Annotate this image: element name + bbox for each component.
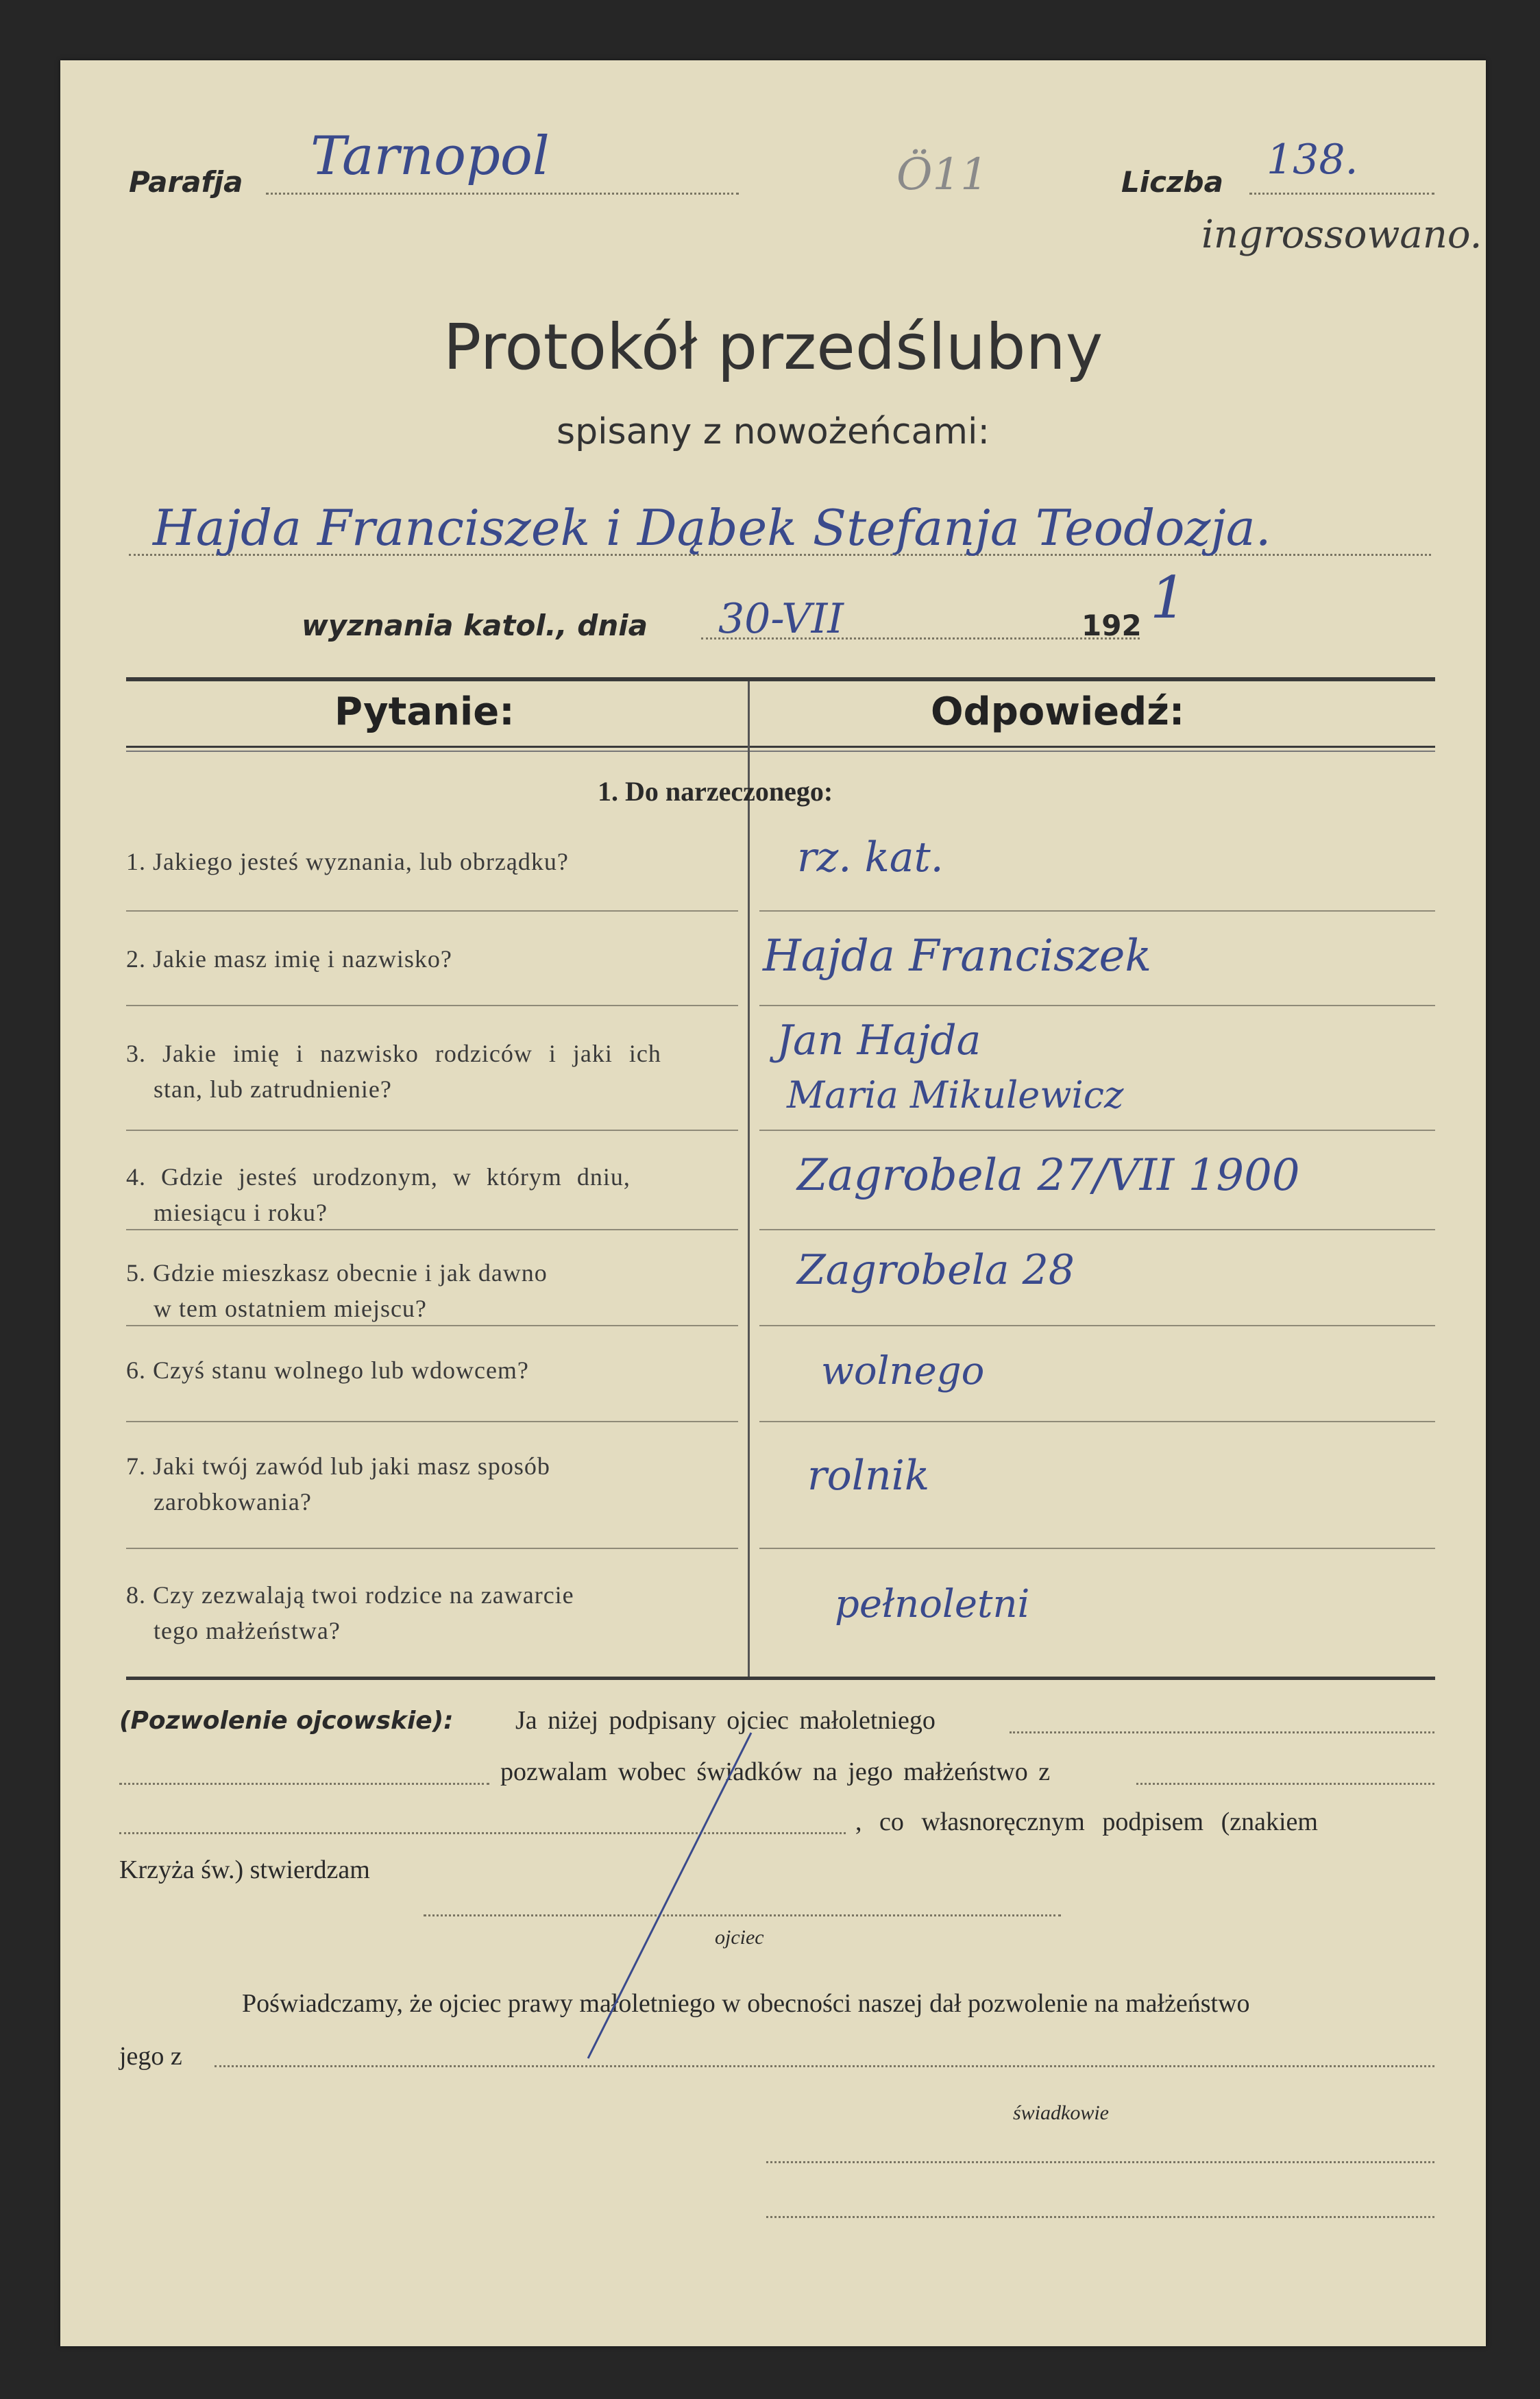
witnesses-caption: świadkowie [1013,2102,1109,2124]
father-caption: ojciec [715,1926,764,1949]
year-suffix: 1 [1150,564,1187,631]
strike-through-line [60,60,1486,2346]
handwritten-note: ingrossowano. [1201,212,1482,257]
document-page [60,60,1486,2346]
number-value: 138. [1267,136,1358,184]
section-heading: 1. Do narzeczonego: [598,776,833,807]
permission-line-6: jego z [119,2042,182,2071]
answer-5: Zagrobela 28 [797,1246,1075,1294]
question-5: 5. Gdzie mieszkasz obecnie i jak dawno [126,1259,548,1287]
document-subtitle: spisany z nowożeńcami: [556,411,990,452]
question-8-cont: tego małżeństwa? [154,1617,341,1644]
question-7-cont: zarobkowania? [154,1488,312,1515]
question-5-cont: w tem ostatniem miejscu? [154,1295,427,1322]
answer-8: pełnoletni [835,1582,1030,1627]
number-label: Liczba [1121,165,1223,199]
parish-label: Parafja [129,165,243,199]
col-question-header: Pytanie: [334,690,515,734]
col-answer-header: Odpowiedź: [931,690,1185,734]
question-4-cont: miesiącu i roku? [154,1199,328,1226]
answer-1: rz. kat. [797,833,944,881]
document-title: Protokół przedślubny [443,310,1103,384]
question-6: 6. Czyś stanu wolnego lub wdowcem? [126,1356,529,1384]
answer-6: wolnego [821,1349,985,1393]
question-7: 7. Jaki twój zawód lub jaki masz sposób [126,1452,550,1480]
top-mark: Ö11 [896,149,988,200]
answer-3-father: Jan Hajda [777,1016,981,1064]
permission-line-1: Ja niżej podpisany ojciec małoletniego [515,1706,936,1735]
couple-names: Hajda Franciszek i Dąbek Stefanja Teodozja. [153,499,1271,557]
question-2: 2. Jakie masz imię i nazwisko? [126,945,452,973]
faith-label: wyznania katol., dnia [302,609,648,642]
question-3-cont: stan, lub zatrudnienie? [154,1075,392,1103]
year-prefix: 192 [1081,609,1142,642]
question-4: 4. Gdzie jesteś urodzonym, w którym dniu, [126,1163,631,1191]
answer-7: rolnik [807,1452,930,1500]
date-value: 30-VII [718,595,844,643]
question-1: 1. Jakiego jesteś wyznania, lub obrządku? [126,848,569,875]
parish-value: Tarnopol [310,125,550,187]
permission-label: (Pozwolenie ojcowskie): [119,1707,454,1735]
permission-line-5: Poświadczamy, że ojciec prawy małoletniego w obecności naszej dał pozwolenie na małżeństwo [242,1989,1250,2018]
permission-line-3: , co własnoręcznym podpisem (znakiem [855,1807,1318,1836]
question-3: 3. Jakie imię i nazwisko rodziców i jaki ich [126,1040,661,1067]
answer-2: Hajda Franciszek [763,931,1152,982]
permission-line-2: pozwalam wobec świadków na jego małżeństwo z [500,1757,1051,1786]
answer-4: Zagrobela 27/VII 1900 [797,1150,1300,1201]
permission-line-4: Krzyża św.) stwierdzam [119,1855,370,1884]
question-8: 8. Czy zezwalają twoi rodzice na zawarcie [126,1581,574,1609]
answer-3-mother: Maria Mikulewicz [787,1073,1124,1117]
